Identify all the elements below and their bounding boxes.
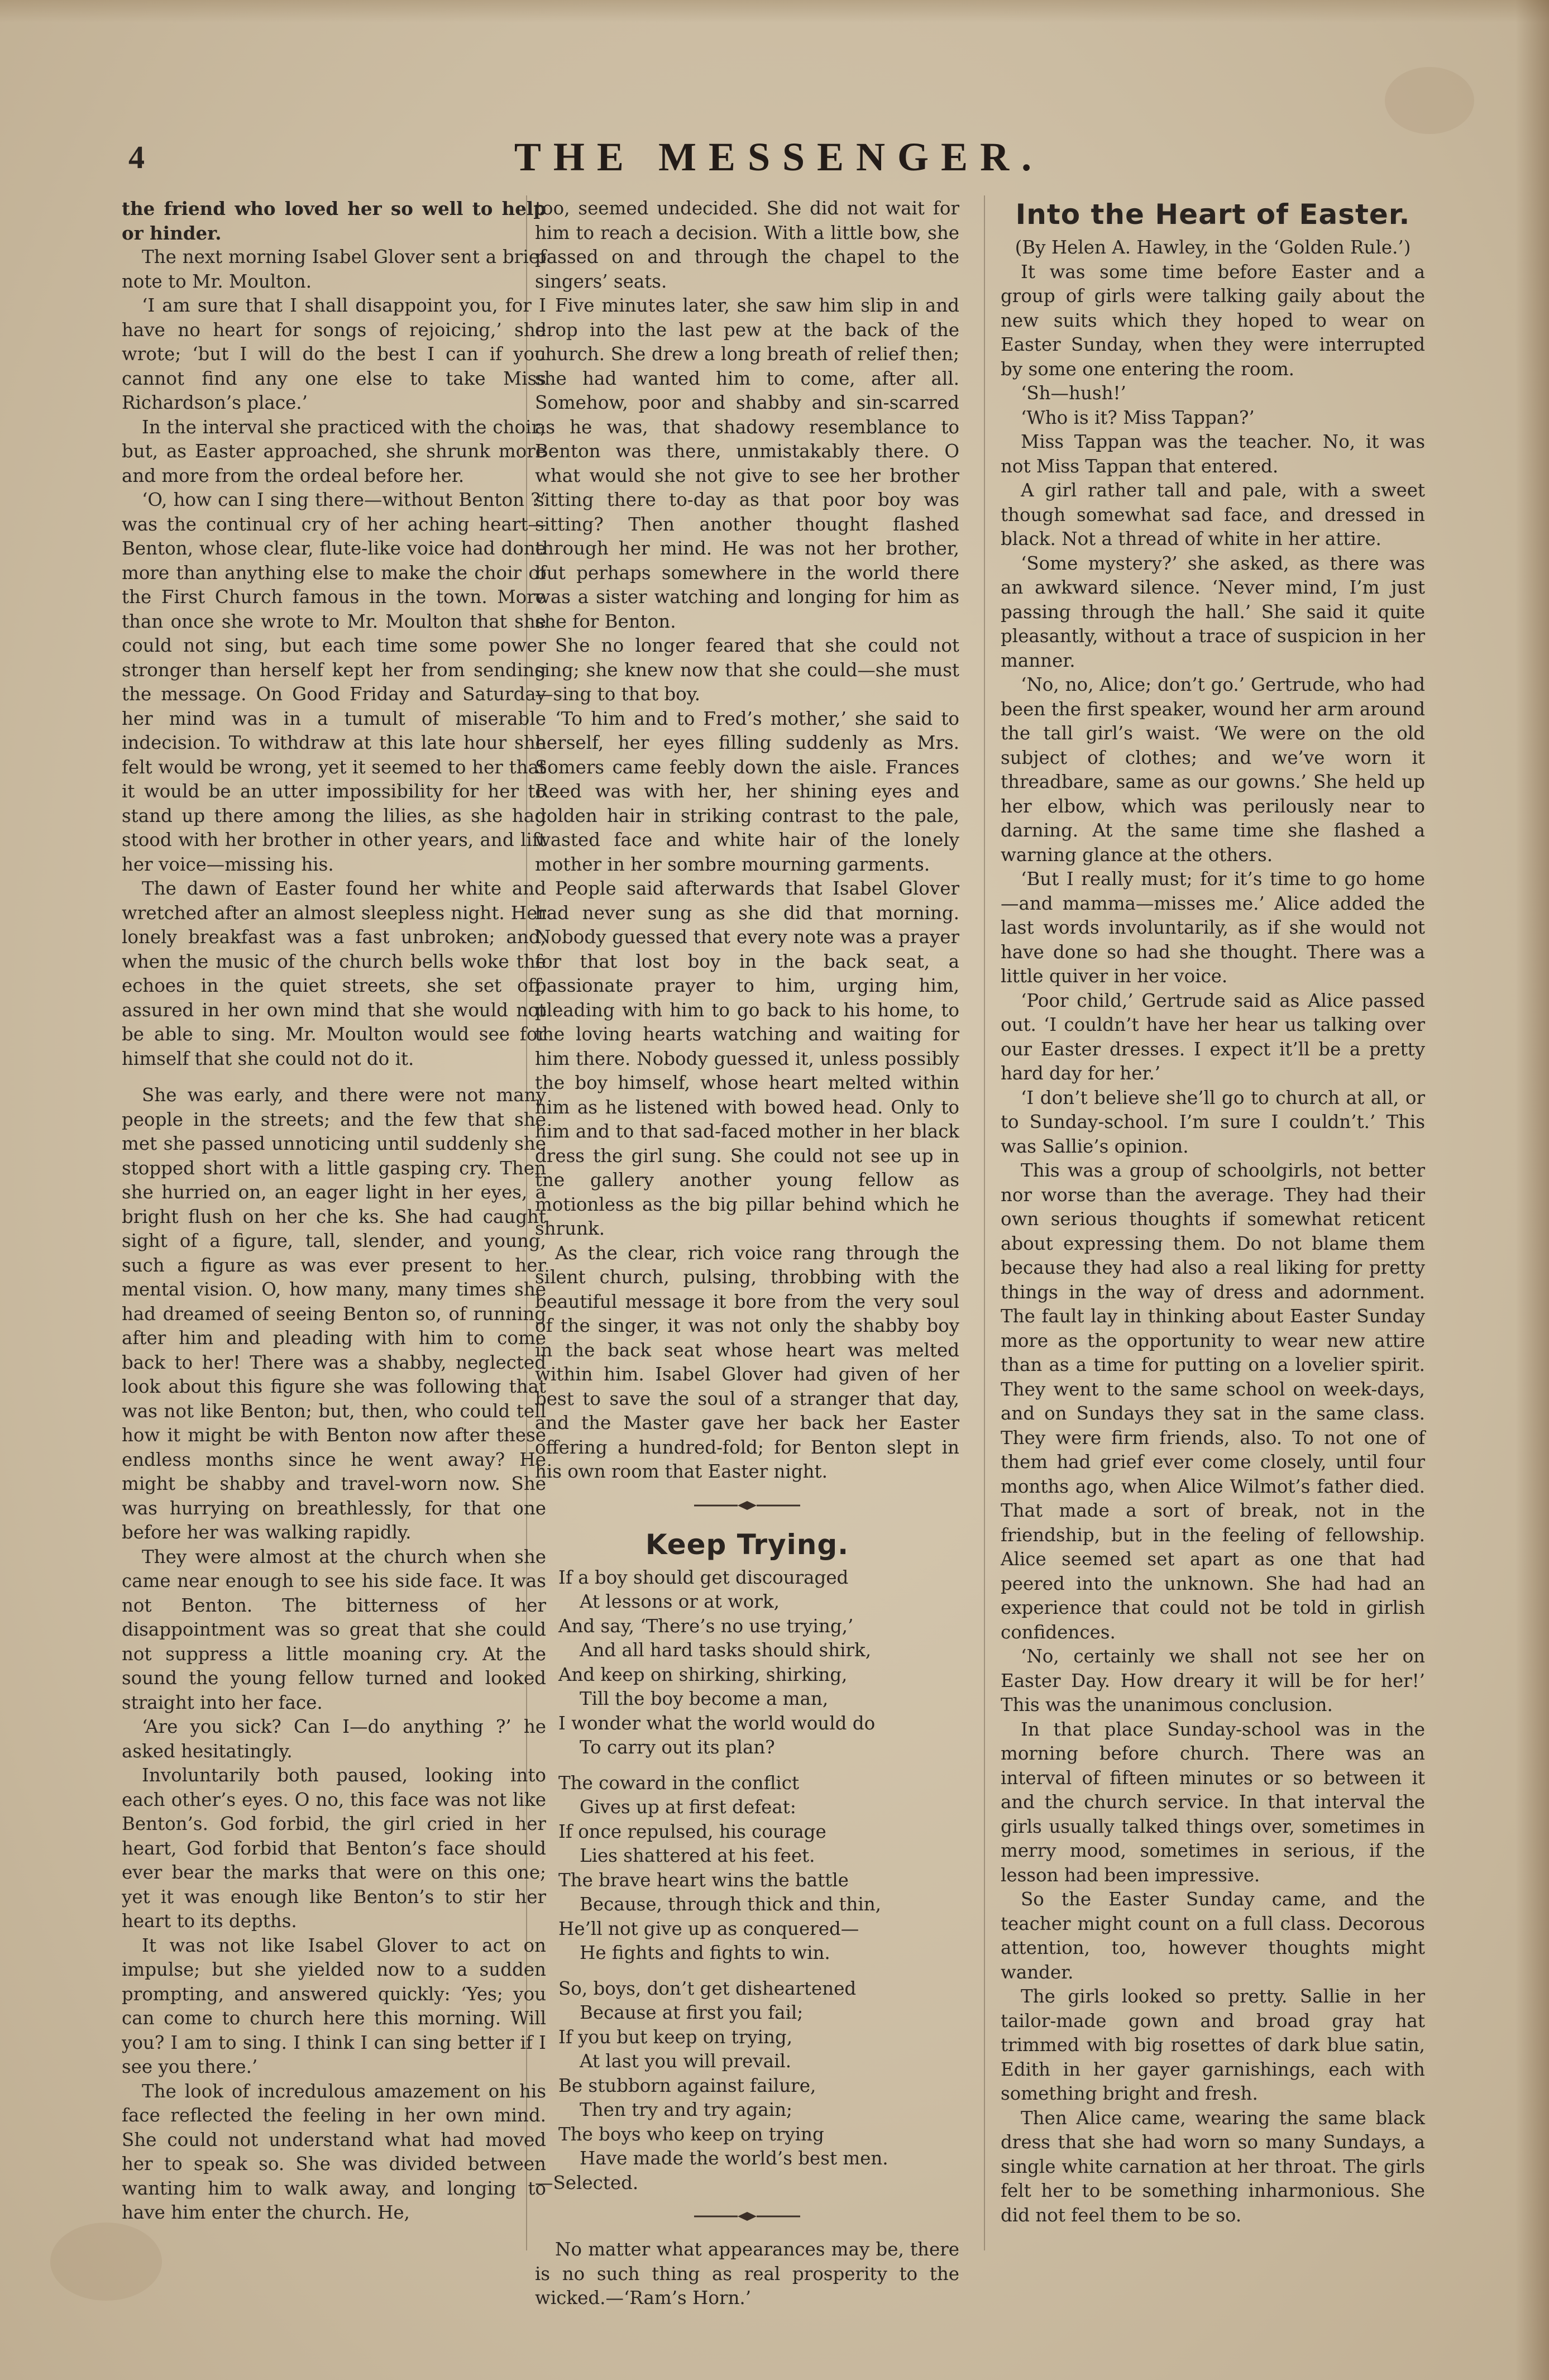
poem-line: If once repulsed, his courage <box>558 1820 826 1842</box>
paragraph: ‘But I really must; for it’s time to go home—and mamma—misses me.’ Alice added the last words involuntarily, as if she would not have done so had she thought. There was a little quiver in her voice. <box>1001 868 1425 987</box>
poem-line: If you but keep on trying, <box>558 2026 793 2048</box>
paragraph: She was early, and there were not many people in the streets; and the few that she met she passed unnoticing until suddenly she stopped short with a little gasping cry. Then she hurried on, an eager light in her eyes, a bright flush on her che ks. She had caught sight of a figure, tall, slender, and young, such a figure as was ever present to her mental vision. O, how many, many times she had dreamed of seeing Benton so, of running after him and pleading with him to come back to her! There was a shabby, neglected look about this figure she was following that was not like Benton; but, then, who could tell how it might be with Benton now after these endless months since he went away? He might be shabby and travel-worn now. She was hurrying on breathlessly, for that one before her was walking rapidly. <box>122 1084 546 1543</box>
poem-line: The coward in the conflict <box>558 1772 800 1794</box>
poem-line: Then try and try again; <box>580 2099 792 2120</box>
paragraph: ‘No, no, Alice; don’t go.’ Gertrude, who had been the first speaker, wound her arm around the tall girl’s waist. ‘We were on the old subject of clothes; and we’ve worn it threadbare, same as our gowns.’ She held up her elbow, which was perilously near to darning. At the same time she flashed a warning glance at the others. <box>1001 674 1425 866</box>
paragraph: too, seemed undecided. She did not wait for him to reach a decision. With a little bow, she passed on and through the chapel to the singers’ seats. <box>535 198 959 292</box>
byline: (By Helen A. Hawley, in the ‘Golden Rule.’) <box>1015 237 1411 258</box>
poem-line: Till the boy become a man, <box>580 1688 829 1709</box>
paragraph: She no longer feared that she could not sing; she knew now that she could—she must—sing to that boy. <box>535 635 959 705</box>
paragraph: ‘Poor child,’ Gertrude said as Alice passed out. ‘I couldn’t have her hear us talking over our Easter dresses. I expect it’ll be a pretty hard day for her.’ <box>1001 990 1425 1084</box>
paragraph: As the clear, rich voice rang through the silent church, pulsing, throbbing with the beautiful message it bore from the very soul of the singer, it was not only the shabby boy in the back seat whose heart was melted within him. Isabel Glover had given of her best to save the soul of a stranger that day, and the Master gave her back her Easter offering a hundred-fold; for Benton slept in his own room that Easter night. <box>535 1242 959 1482</box>
story-title: Into the Heart of Easter. <box>1015 198 1411 231</box>
column-2 <box>535 197 959 2311</box>
paragraph: ‘Sh—hush!’ <box>1021 383 1126 404</box>
paper-stain <box>50 2223 162 2301</box>
paragraph: ‘I don’t believe she’ll go to church at all, or to Sunday-school. I’m sure I couldn’t.’ This was Sallie’s opinion. <box>1001 1087 1425 1157</box>
paragraph: They were almost at the church when she came near enough to see his side face. It was not Benton. The bitterness of her disappointment was so great that she could not suppress a little moaning cry. At the sound the young fellow turned and looked straight into her face. <box>122 1546 546 1713</box>
paragraph: It was not like Isabel Glover to act on impulse; but she yielded now to a sudden prompting, and answered quickly: ‘Yes; you can come to church here this morning. Will you? I am to sing. I think I can sing better if I see you there.’ <box>122 1934 546 2077</box>
paragraph: ‘Some mystery?’ she asked, as there was an awkward silence. ‘Never mind, I’m just passing through the hall.’ She said it quite pleasantly, without a trace of suspicion in her manner. <box>1001 552 1425 671</box>
paper-stain <box>1385 67 1474 134</box>
poem-line: At lessons or at work, <box>580 1591 780 1612</box>
paragraph: ‘Are you sick? Can I—do anything ?’ he asked hesitatingly. <box>122 1716 546 1762</box>
paragraph: ‘To him and to Fred’s mother,’ she said to herself, her eyes filling suddenly as Mrs. Somers came feebly down the aisle. Frances Reed was with her, her shining eyes and golden hair in striking contrast to the pale, wasted face and white hair of the lonely mother in her sombre mourning garments. <box>535 708 959 875</box>
page-edge-shadow <box>1515 0 1549 2380</box>
column-1 <box>122 197 546 2225</box>
paragraph: ‘Who is it? Miss Tappan?’ <box>1021 407 1255 428</box>
poem-source: —Selected. <box>535 2172 639 2193</box>
poem-line: He’ll not give up as conquered— <box>558 1918 859 1939</box>
column-3 <box>1001 197 1425 2228</box>
paragraph: Then Alice came, wearing the same black dress that she had worn so many Sundays, a single white carnation at her throat. The girls felt her to be something inharmonious. She did not feel them to be so. <box>1001 2107 1425 2226</box>
poem-line: The boys who keep on trying <box>558 2123 824 2145</box>
paragraph: Involuntarily both paused, looking into each other’s eyes. O no, this face was not like Benton’s. God forbid, the girl cried in her heart, God forbid that Benton’s face should ever bear the marks that were on this one; yet it was enough like Benton’s to stir her heart to its depths. <box>122 1765 546 1932</box>
paragraph: ‘O, how can I sing there—without Benton ?’ was the continual cry of her aching heart—Benton, whose clear, flute-like voice had done more than anything else to make the choir of the First Church famous in the town. More than once she wrote to Mr. Moulton that she could not sing, but each time some power stronger than herself kept her from sending the message. On Good Friday and Saturday her mind was in a tumult of miserable indecision. To withdraw at this late hour she felt would be wrong, yet it seemed to her that it would be an utter impossibility for her to stand up there among the lilies, as she had stood with her brother in other years, and lift her voice—missing his. <box>122 489 546 875</box>
page-header <box>128 134 1430 190</box>
masthead: THE MESSENGER. <box>514 135 1044 179</box>
poem-line: If a boy should get discouraged <box>558 1566 849 1588</box>
poem-line: Be stubborn against failure, <box>558 2075 816 2096</box>
section-ornament <box>694 1499 800 1512</box>
closing-quote: No matter what appearances may be, there is no such thing as real prosperity to the wicked.—‘Ram’s Horn.’ <box>535 2239 959 2309</box>
paragraph: It was some time before Easter and a group of girls were talking gaily about the new suits which they hoped to wear on Easter Sunday, when they were interrupted by some one entering the room. <box>1001 261 1425 380</box>
poem-line: Gives up at first defeat: <box>580 1796 796 1818</box>
paragraph: This was a group of schoolgirls, not better nor worse than the average. They had their own serious thoughts if somewhat reticent about expressing them. Do not blame them because they had also a real liking for pretty things in the way of dress and adornment. The fault lay in thinking about Easter Sunday more as the opportunity to wear new attire than as a time for putting on a lovelier spirit. They went to the same school on week-days, and on Sundays they sat in the same class. They were firm friends, also. To not one of them had grief ever come closely, until four months ago, when Alice Wilmot’s father died. That made a sort of break, not in the friendship, but in the feeling of fellowship. Alice seemed set apart as one that had peered into the unknown. She had had an experience that could not be told in girlish confidences. <box>1001 1160 1425 1643</box>
paragraph: The next morning Isabel Glover sent a brief note to Mr. Moulton. <box>122 246 546 292</box>
poem-line: Because, through thick and thin, <box>580 1894 881 1915</box>
poem-line: He fights and fights to win. <box>580 1942 830 1963</box>
paragraph: People said afterwards that Isabel Glover had never sung as she did that morning. Nobody guessed that every note was a prayer for that lost boy in the back seat, a passionate prayer to him, urging him, pleading with him to go back to his home, to the loving hearts watching and waiting for him there. Nobody guessed it, unless possibly the boy himself, whose heart melted within him as he listened with bowed head. Only to him and to that sad-faced mother in her black dress the girl sung. She could not see up in tne gallery another young fellow as motionless as the big pillar behind which he shrunk. <box>535 878 959 1239</box>
poem-line: I wonder what the world would do <box>558 1712 876 1734</box>
poem-line: At last you will prevail. <box>580 2051 792 2072</box>
paragraph: The look of incredulous amazement on his face reflected the feeling in her own mind. She could not understand what had moved her to speak so. She was divided between wanting him to walk away, and longing to have him enter the church. He, <box>122 2080 546 2223</box>
paragraph: A girl rather tall and pale, with a sweet though somewhat sad face, and dressed in black. Not a thread of white in her attire. <box>1001 480 1425 549</box>
paragraph: Five minutes later, she saw him slip in and drop into the last pew at the back of the church. She drew a long breath of relief then; she had wanted him to come, after all. Somehow, poor and shabby and sin-scarred as he was, that shadowy resemblance to Benton was there, unmistakably there. O what would she not give to see her brother sitting there to-day as that poor boy was sitting? Then another thought flashed through her mind. He was not her brother, but perhaps somewhere in the world there was a sister watching and longing for him as she for Benton. <box>535 295 959 632</box>
paragraph: ‘No, certainly we shall not see her on Easter Day. How dreary it will be for her!’ This was the unanimous conclusion. <box>1001 1646 1425 1715</box>
poem-line: So, boys, don’t get disheartened <box>558 1977 857 1999</box>
page-number: 4 <box>128 139 145 175</box>
poem-line: To carry out its plan? <box>580 1737 775 1758</box>
paragraph: So the Easter Sunday came, and the teacher might count on a full class. Decorous attention, too, however thoughts might wander. <box>1001 1889 1425 1983</box>
poem-line: The brave heart wins the battle <box>558 1869 849 1891</box>
poem-line: And say, ‘There’s no use trying,’ <box>558 1615 854 1637</box>
paragraph: In the interval she practiced with the choir; but, as Easter approached, she shrunk more and more from the ordeal before her. <box>122 416 546 486</box>
poem-line: Have made the world’s best men. <box>580 2148 888 2169</box>
paragraph: Miss Tappan was the teacher. No, it was not Miss Tappan that entered. <box>1001 431 1425 477</box>
paragraph: ‘I am sure that I shall disappoint you, for I have no heart for songs of rejoicing,’ she wrote; ‘but I will do the best I can if you cannot find any one else to take Miss Richardson’s place.’ <box>122 295 546 413</box>
poem-title: Keep Trying. <box>645 1528 849 1561</box>
section-ornament <box>694 2210 800 2223</box>
poem-line: And keep on shirking, shirking, <box>558 1664 848 1685</box>
poem-line: And all hard tasks should shirk, <box>580 1640 872 1661</box>
poem-line: Because at first you fail; <box>580 2002 804 2023</box>
column-divider <box>984 195 985 2250</box>
paragraph: In that place Sunday-school was in the morning before church. There was an interval of fifteen minutes or so between it and the church service. In that interval the girls usually talked things over, sometimes in merry mood, sometimes in serious, if the lesson had been impressive. <box>1001 1718 1425 1886</box>
poem-line: Lies shattered at his feet. <box>580 1845 815 1866</box>
page-top-shadow <box>0 0 1549 22</box>
paragraph: The girls looked so pretty. Sallie in her tailor-made gown and broad gray hat trimmed with big rosettes of dark blue satin, Edith in her gayer garnishings, each with something bright and fresh. <box>1001 1986 1425 2104</box>
poem <box>558 1566 959 2171</box>
paragraph: The dawn of Easter found her white and wretched after an almost sleepless night. Her lonely breakfast was a fast unbroken; and, when the music of the church bells woke the echoes in the quiet streets, she set off, assured in her own mind that she would not be able to sing. Mr. Moulton would see for himself that she could not do it. <box>122 878 546 1069</box>
paragraph: the friend who loved her so well to help or hinder. <box>122 198 546 244</box>
